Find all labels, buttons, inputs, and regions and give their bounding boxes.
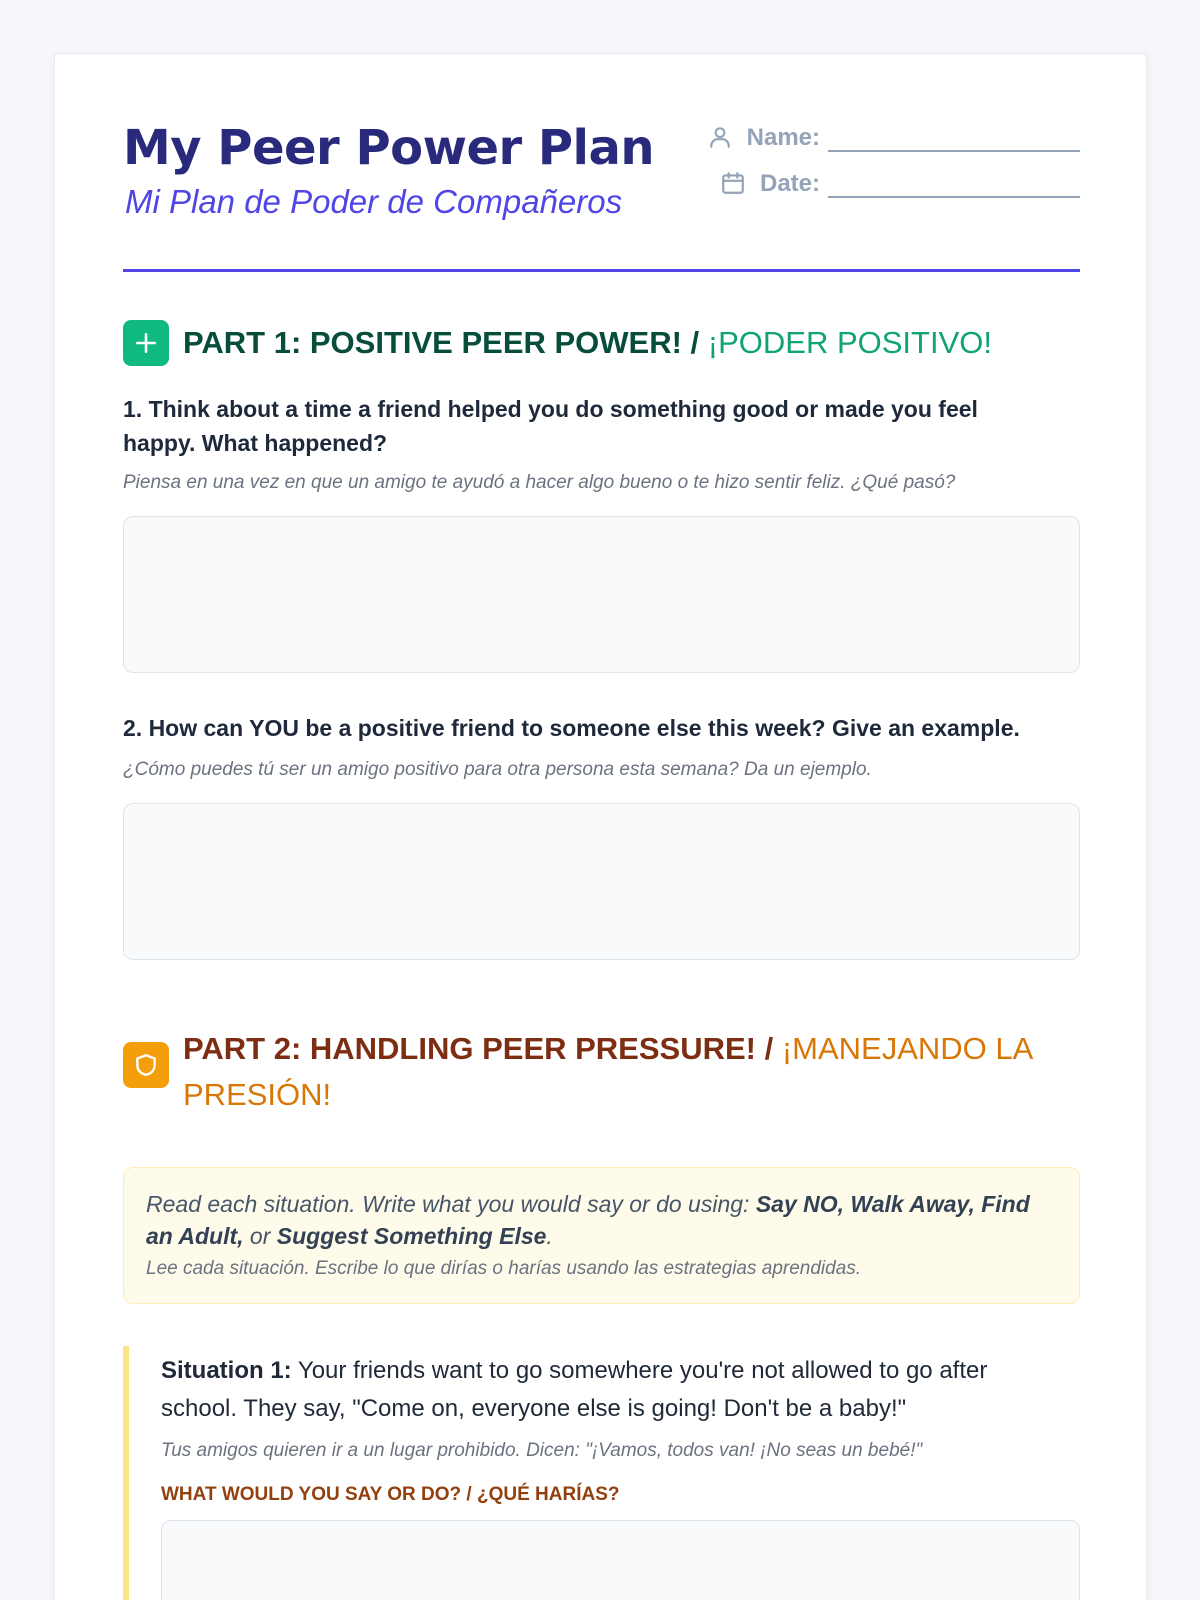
instructions-or: or: [243, 1223, 277, 1249]
worksheet: [54, 53, 1147, 1600]
part1-title-es: ¡PODER POSITIVO!: [707, 325, 992, 360]
date-label: Date:: [759, 170, 820, 197]
date-row: [720, 168, 1080, 198]
part2-title-en: PART 2: HANDLING PEER PRESSURE! /: [183, 1031, 782, 1066]
strategies-list: Say NO, Walk Away, Find an Adult,: [146, 1191, 1030, 1249]
page-title: My Peer Power Plan: [123, 120, 655, 176]
part1-heading: [123, 320, 992, 366]
situation-1-answer-box[interactable]: [161, 1520, 1080, 1600]
instructions-prefix: Read each situation. Write what you would say or do using:: [146, 1191, 756, 1217]
situation-1-text: [161, 1352, 1041, 1428]
part1-title: [183, 320, 992, 366]
situation-1-label: Situation 1:: [161, 1357, 292, 1384]
date-field[interactable]: [828, 176, 1080, 198]
question-1-es: Piensa en una vez en que un amigo te ayudó a hacer algo bueno o te hizo sentir feliz. ¿Qué pasó?: [123, 472, 956, 493]
answer-box-1[interactable]: [123, 516, 1080, 673]
page-subtitle: Mi Plan de Poder de Compañeros: [125, 183, 623, 220]
situation-1-en: Your friends want to go somewhere you're not allowed to go after school. They say, "Come on, everyone else is going! Don't be a baby!": [161, 1357, 988, 1422]
question-2: 2. How can YOU be a positive friend to someone else this week? Give an example.: [123, 715, 1020, 741]
user-icon: [707, 124, 733, 150]
strategy-suggest: Suggest Something Else: [276, 1223, 547, 1249]
shield-icon: [123, 1042, 169, 1088]
question-2-es: ¿Cómo puedes tú ser un amigo positivo para otra persona esta semana? Da un ejemplo.: [123, 759, 872, 780]
part2-title: [183, 1026, 1043, 1118]
name-field[interactable]: [828, 130, 1080, 152]
plus-icon: [123, 320, 169, 366]
instructions-es: Lee cada situación. Escribe lo que dirías o harías usando las estrategias aprendidas.: [146, 1258, 862, 1279]
part2-heading: [123, 1026, 1043, 1118]
name-row: [707, 122, 1080, 152]
part2-title-es: ¡MANEJANDO LA PRESIÓN!: [183, 1031, 1032, 1112]
situation-1: [123, 1346, 1080, 1600]
header-divider: [123, 269, 1080, 272]
situation-1-es: Tus amigos quieren ir a un lugar prohibido. Dicen: "¡Vamos, todos van! ¡No seas un bebé!": [161, 1440, 923, 1461]
instructions-suffix: .: [546, 1223, 553, 1249]
answer-box-2[interactable]: [123, 803, 1080, 960]
name-label: Name:: [746, 124, 820, 151]
instructions-en: [146, 1188, 1057, 1252]
instructions-box: [123, 1167, 1080, 1304]
question-1: 1. Think about a time a friend helped you do something good or made you feel happy. What happened?: [123, 396, 978, 456]
situation-1-prompt: WHAT WOULD YOU SAY OR DO? / ¿QUÉ HARÍAS?: [161, 1484, 620, 1505]
calendar-icon: [720, 170, 746, 196]
part1-title-en: PART 1: POSITIVE PEER POWER! /: [183, 325, 708, 360]
